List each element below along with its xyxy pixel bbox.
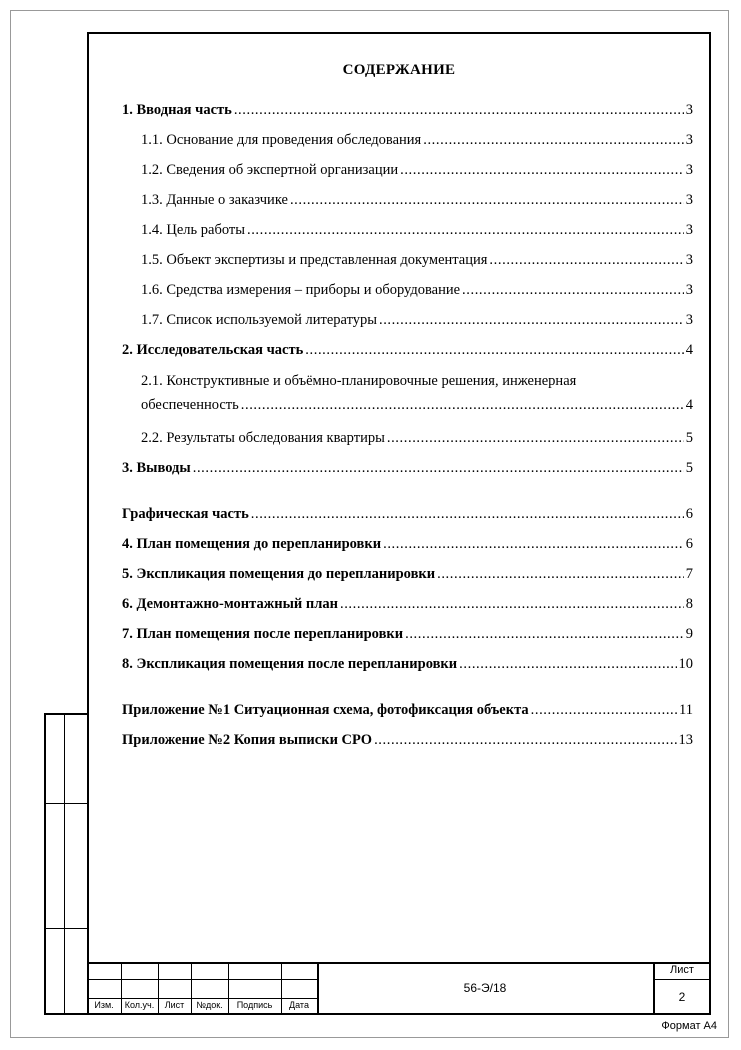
toc-entry[interactable]: 2.1. Конструктивные и объёмно-планировочные решения, инженерная обеспеченность ..... 4 <box>122 365 693 423</box>
stamp-kol-uch-label: Кол.уч. <box>124 1000 155 1010</box>
side-stamp-strip <box>44 713 88 1015</box>
toc-entry[interactable]: 1.2. Сведения об экспертной организации ..... 3 <box>122 155 693 185</box>
toc-entry[interactable]: Приложение №2 Копия выписки СРО ..... 13 <box>122 725 693 755</box>
toc-entry[interactable]: 5. Экспликация помещения до перепланировки ..... 7 <box>122 559 693 589</box>
toc-entry[interactable]: 1.6. Средства измерения – приборы и оборудование ..... 3 <box>122 275 693 305</box>
stamp-list-label: Лист <box>164 1000 185 1010</box>
toc-entry[interactable]: Приложение №1 Ситуационная схема, фотофиксация объекта ..... 11 <box>122 695 693 725</box>
toc-entry[interactable]: 1.3. Данные о заказчике ..... 3 <box>122 185 693 215</box>
page-title: СОДЕРЖАНИЕ <box>342 62 456 78</box>
stamp-izm-label: Изм. <box>94 1000 114 1010</box>
toc-entry[interactable]: Графическая часть ..... 6 <box>122 499 693 529</box>
title-block <box>87 962 711 1015</box>
stamp-data-label: Дата <box>289 1000 309 1010</box>
stamp-podpis-label: Подпись <box>236 1000 273 1010</box>
toc-entry[interactable]: 2.2. Результаты обследования квартиры ..... 5 <box>122 423 693 453</box>
toc-entry[interactable]: 3. Выводы ..... 5 <box>122 453 693 483</box>
toc-entry[interactable]: 1.1. Основание для проведения обследования ..... 3 <box>122 125 693 155</box>
toc-entry[interactable]: 2. Исследовательская часть ..... 4 <box>122 335 693 365</box>
document-code: 56-Э/18 <box>463 981 507 995</box>
sheet-label: Лист <box>670 964 694 976</box>
toc-entry[interactable]: 1. Вводная часть ..... 3 <box>122 95 693 125</box>
toc-entry[interactable]: 6. Демонтажно-монтажный план ..... 8 <box>122 589 693 619</box>
format-label: Формат А4 <box>661 1020 717 1032</box>
toc-entry[interactable]: 1.7. Список используемой литературы ..... 3 <box>122 305 693 335</box>
toc-entry[interactable]: 8. Экспликация помещения после перепланировки ..... 10 <box>122 649 693 679</box>
stamp-ndok-label: №док. <box>196 1000 223 1010</box>
toc-entry[interactable]: 7. План помещения после перепланировки ..... 9 <box>122 619 693 649</box>
toc-entry[interactable]: 1.5. Объект экспертизы и представленная документация ..... 3 <box>122 245 693 275</box>
sheet-number: 2 <box>678 990 686 1004</box>
toc-entry[interactable]: 1.4. Цель работы ..... 3 <box>122 215 693 245</box>
table-of-contents <box>122 95 693 755</box>
toc-entry[interactable]: 4. План помещения до перепланировки ..... 6 <box>122 529 693 559</box>
